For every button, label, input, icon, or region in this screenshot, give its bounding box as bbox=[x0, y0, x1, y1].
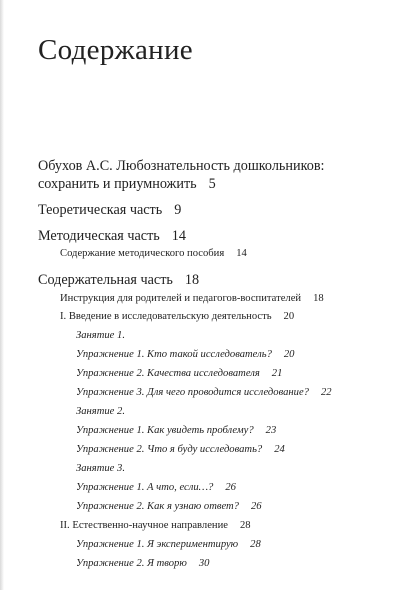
toc-entry bbox=[76, 387, 332, 398]
toc-entry-text: Упражнение 1. Я экспериментирую bbox=[76, 539, 239, 550]
toc-entry-text: Занятие 1. bbox=[76, 330, 125, 341]
toc-entry bbox=[76, 349, 294, 360]
toc-page-number: 18 bbox=[313, 293, 324, 304]
toc-entry bbox=[76, 406, 125, 417]
toc-entry-text: Содержательная часть bbox=[38, 272, 173, 288]
toc-entry bbox=[76, 368, 282, 379]
toc-entry bbox=[76, 539, 261, 550]
toc-page-number: 14 bbox=[171, 228, 186, 244]
toc-entry bbox=[38, 228, 186, 245]
toc-page-number: 26 bbox=[225, 482, 236, 493]
toc-page-number: 14 bbox=[236, 248, 247, 259]
toc-entry-text: Теоретическая часть bbox=[38, 202, 163, 218]
toc-page-number: 28 bbox=[239, 520, 251, 531]
toc-entry-text: Упражнение 2. Я творю bbox=[76, 558, 187, 569]
toc-page-number: 5 bbox=[208, 176, 216, 192]
toc-entry bbox=[38, 202, 181, 219]
toc-page-number: 22 bbox=[320, 387, 332, 398]
toc-entry-text: Занятие 3. bbox=[76, 463, 125, 474]
toc-entry bbox=[76, 558, 209, 569]
toc-entry-text: Упражнение 2. Как я узнаю ответ? bbox=[76, 501, 239, 512]
toc-entry-text: Упражнение 3. Для чего проводится исследование? bbox=[76, 387, 309, 398]
toc-page-number: 20 bbox=[283, 349, 295, 360]
toc-page-number: 21 bbox=[271, 368, 283, 379]
toc-entry bbox=[76, 425, 276, 436]
toc-entry-text: Упражнение 2. Качества исследователя bbox=[76, 368, 260, 379]
toc-entry bbox=[60, 248, 247, 259]
toc-page-number: 26 bbox=[250, 501, 262, 512]
toc-entry bbox=[60, 293, 324, 304]
toc-page-number: 18 bbox=[184, 272, 200, 288]
toc-page-number: 23 bbox=[265, 425, 277, 436]
toc-entry-text: сохранить и приумножить bbox=[38, 176, 197, 192]
toc-page-number: 28 bbox=[250, 539, 261, 550]
toc-entry bbox=[38, 158, 324, 175]
toc-page-number: 20 bbox=[283, 311, 295, 322]
toc-entry-text: Методическая часть bbox=[38, 228, 160, 244]
toc-entry bbox=[76, 482, 236, 493]
toc-entry-text: Содержание методического пособия bbox=[60, 248, 225, 259]
toc-entry-text: II. Естественно-научное направление bbox=[60, 520, 228, 531]
toc-page-number: 30 bbox=[198, 558, 210, 569]
toc-entry bbox=[76, 444, 285, 455]
toc-entry bbox=[60, 311, 294, 322]
toc-entry bbox=[76, 463, 125, 474]
toc-entry-text: Занятие 2. bbox=[76, 406, 125, 417]
toc-page-number: 9 bbox=[174, 202, 182, 218]
page-title: Содержание bbox=[38, 34, 193, 66]
toc-entry bbox=[60, 520, 251, 531]
toc-entry-text: Упражнение 1. Кто такой исследователь? bbox=[76, 349, 272, 360]
toc-page-number: 24 bbox=[274, 444, 285, 455]
toc-entry-text: Обухов А.С. Любознательность дошкольников: bbox=[38, 158, 325, 174]
toc-entry-text: I. Введение в исследовательскую деятельность bbox=[60, 311, 272, 322]
toc-entry-text: Инструкция для родителей и педагогов-воспитателей bbox=[60, 293, 302, 304]
toc-entry bbox=[38, 272, 199, 289]
toc-entry-text: Упражнение 2. Что я буду исследовать? bbox=[76, 444, 263, 455]
toc-entry-text: Упражнение 1. А что, если…? bbox=[76, 482, 214, 493]
toc-entry bbox=[76, 330, 125, 341]
toc-entry-text: Упражнение 1. Как увидеть проблему? bbox=[76, 425, 254, 436]
toc-entry bbox=[76, 501, 262, 512]
toc-entry bbox=[38, 176, 216, 193]
